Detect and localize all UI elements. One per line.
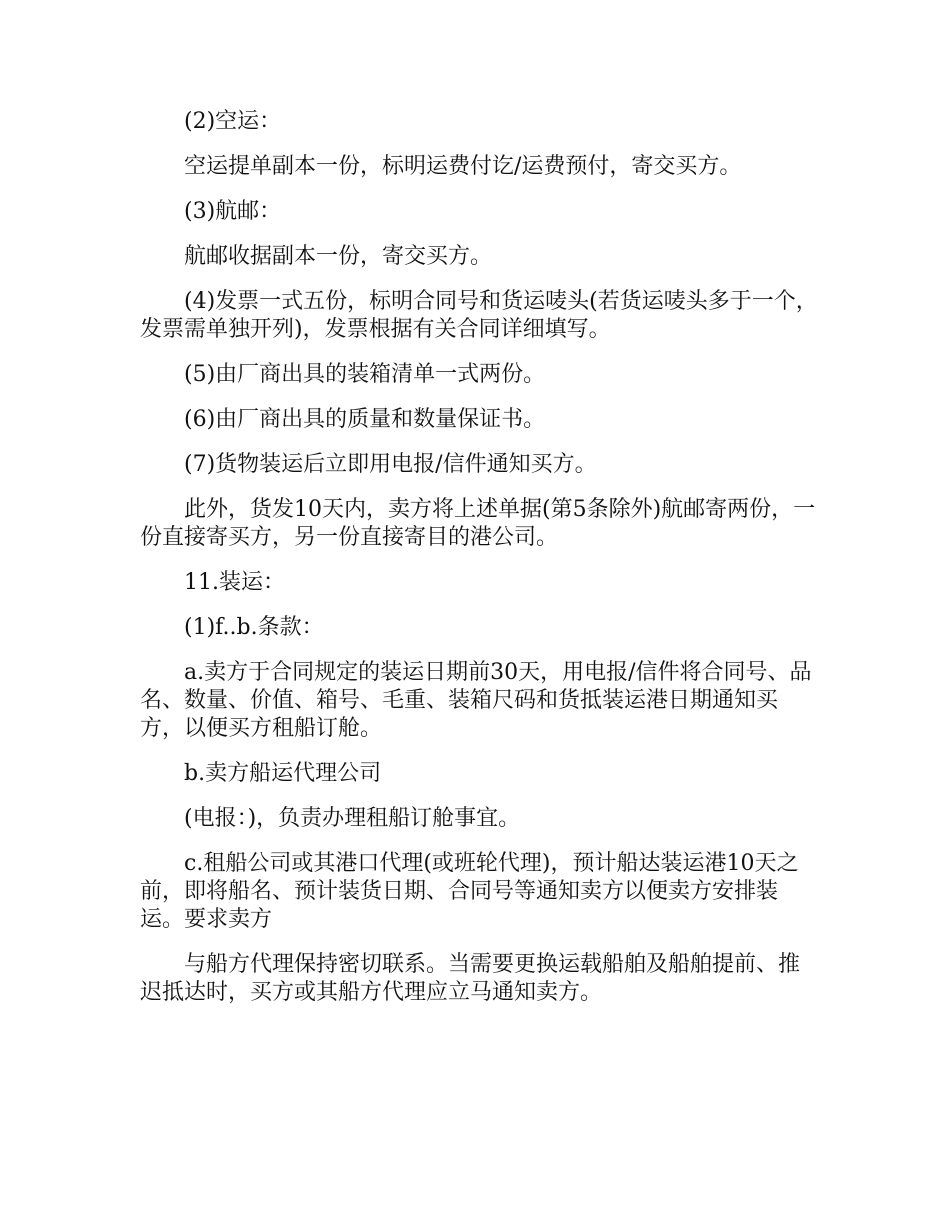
paragraph-quality-certificate: (6)由厂商出具的质量和数量保证书。 <box>184 407 546 432</box>
section-heading-shipment: 11.装运： <box>184 570 285 595</box>
paragraph-air-transport-heading: (2)空运： <box>184 109 282 134</box>
document-body <box>140 108 820 1024</box>
paragraph-clause-b-cont: (电报：)，负责办理租船订舱事宜。 <box>184 806 521 831</box>
paragraph-air-mail-heading: (3)航邮： <box>184 199 282 224</box>
paragraph-clause-b: b.卖方船运代理公司 <box>184 761 382 786</box>
paragraph-air-mail-receipt: 航邮收据副本一份，寄交买方。 <box>184 244 493 269</box>
paragraph-documents-mailing: 此外，货发10天内，卖方将上述单据(第5条除外)航邮寄两份，一份直接寄买方，另一份直接寄目的港公司。 <box>140 497 816 550</box>
paragraph-clause-c-cont: 与船方代理保持密切联系。当需要更换运载船舶及船舶提前、推迟抵达时，买方或其船方代理应立马通知卖方。 <box>140 952 801 1005</box>
paragraph-air-waybill: 空运提单副本一份，标明运费付讫/运费预付，寄交买方。 <box>184 154 742 179</box>
paragraph-clause-a: a.卖方于合同规定的装运日期前30天，用电报/信件将合同号、品名、数量、价值、箱号、毛重、装箱尺码和货抵装运港日期通知买方，以便买方租船订舱。 <box>140 660 812 741</box>
paragraph-clause-c: c.租船公司或其港口代理(或班轮代理)，预计船达装运港10天之前，即将船名、预计装货日期、合同号等通知卖方以便卖方安排装运。要求卖方 <box>140 851 799 932</box>
paragraph-invoice: (4)发票一式五份，标明合同号和货运唛头(若货运唛头多于一个，发票需单独开列)，发票根据有关合同详细填写。 <box>140 289 818 342</box>
paragraph-packing-list: (5)由厂商出具的装箱清单一式两份。 <box>184 362 546 387</box>
paragraph-shipment-notice: (7)货物装运后立即用电报/信件通知买方。 <box>184 452 597 477</box>
paragraph-fob-terms: (1)f..b.条款： <box>184 615 324 640</box>
